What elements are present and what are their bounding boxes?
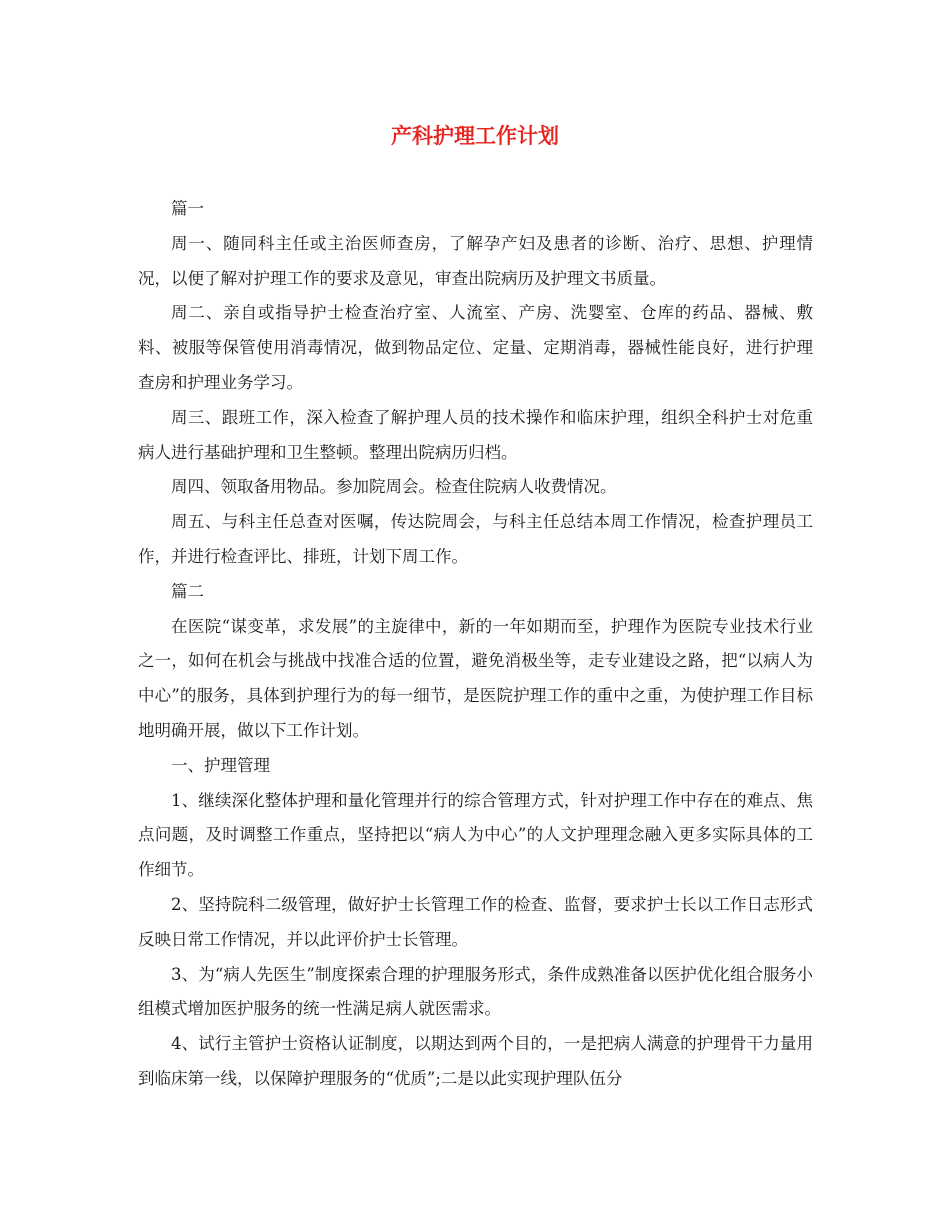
- section-heading: 篇二: [171, 581, 204, 601]
- document-title: 产科护理工作计划: [391, 124, 559, 148]
- paragraph: 1、继续深化整体护理和量化管理并行的综合管理方式，针对护理工作中存在的难点、焦点问题，及时调整工作重点，坚持把以“病人为中心”的人文护理理念融入更多实际具体的工作细节。: [138, 790, 813, 880]
- paragraph: 周四、领取备用物品。参加院周会。检查住院病人收费情况。: [171, 477, 617, 497]
- paragraph: 周三、跟班工作，深入检查了解护理人员的技术操作和临床护理，组织全科护士对危重病人进行基础护理和卫生整顿。整理出院病历归档。: [138, 407, 813, 462]
- document-body: [138, 192, 813, 1097]
- paragraph: 周一、随同科主任或主治医师查房，了解孕产妇及患者的诊断、治疗、思想、护理情况，以便了解对护理工作的要求及意见，审查出院病历及护理文书质量。: [138, 233, 813, 288]
- paragraph: 3、为“病人先医生”制度探索合理的护理服务形式，条件成熟准备以医护优化组合服务小组模式增加医护服务的统一性满足病人就医需求。: [138, 964, 813, 1019]
- paragraph: 2、坚持院科二级管理，做好护士长管理工作的检查、监督，要求护士长以工作日志形式反映日常工作情况，并以此评价护士长管理。: [138, 894, 813, 949]
- paragraph: 4、试行主管护士资格认证制度，以期达到两个目的，一是把病人满意的护理骨干力量用到临床第一线，以保障护理服务的“优质”;二是以此实现护理队伍分: [138, 1034, 813, 1088]
- section-heading: 篇一: [171, 199, 204, 218]
- paragraph: 周五、与科主任总查对医嘱，传达院周会，与科主任总结本周工作情况，检查护理员工作，并进行检查评比、排班，计划下周工作。: [138, 512, 813, 566]
- paragraph: 周二、亲自或指导护士检查治疗室、人流室、产房、洗婴室、仓库的药品、器械、敷料、被服等保管使用消毒情况，做到物品定位、定量、定期消毒，器械性能良好，进行护理查房和护理业务学习。: [138, 303, 813, 392]
- subsection-heading: 一、护理管理: [171, 755, 270, 775]
- paragraph: 在医院“谋变革，求发展”的主旋律中，新的一年如期而至，护理作为医院专业技术行业之一，如何在机会与挑战中找准合适的位置，避免消极坐等，走专业建设之路，把“以病人为中心”的服务，具体到护理行为的每一细节，是医院护理工作的重中之重，为使护理工作目标地明确开展，做以下工作计划。: [138, 616, 813, 740]
